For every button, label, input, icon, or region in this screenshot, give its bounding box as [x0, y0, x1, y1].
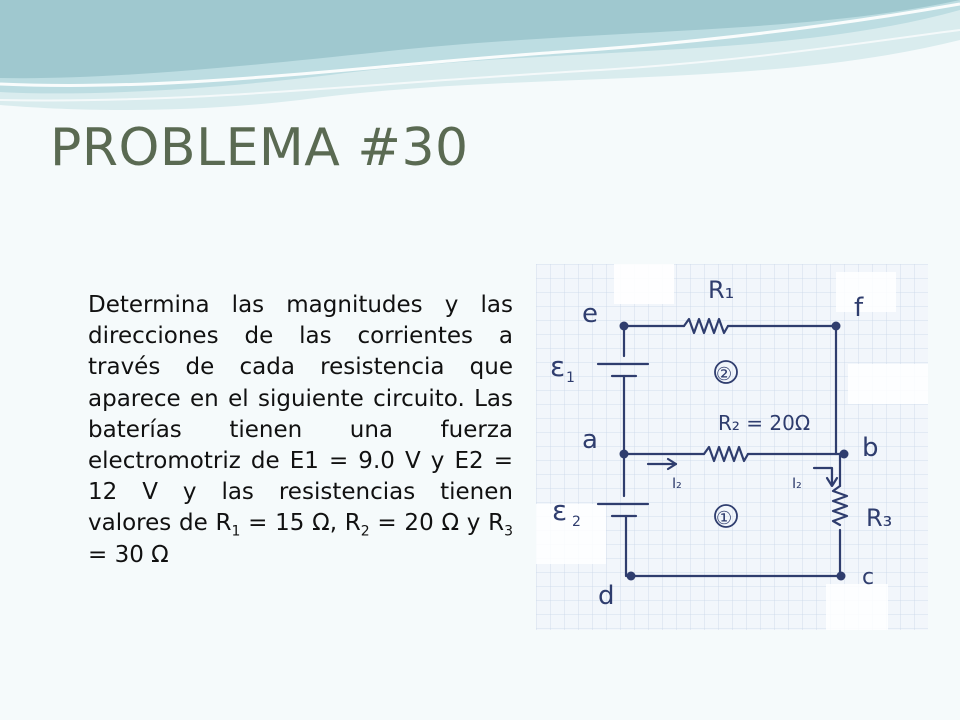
emf2-subscript: 2 [572, 514, 581, 530]
r3-value-text: = 30 Ω [88, 541, 169, 568]
r3-subscript: 3 [504, 524, 514, 541]
node-label-e: e [582, 299, 598, 329]
r3-label: R₃ [866, 504, 893, 532]
current-label-a: I₂ [672, 476, 682, 492]
r1-value-text: = 15 Ω, R [240, 510, 361, 537]
r1-subscript: 1 [231, 524, 241, 541]
emf2-symbol: ε [552, 494, 568, 527]
header-wave-decoration [0, 0, 960, 110]
node-label-d: d [598, 581, 615, 611]
node-label-f: f [854, 293, 864, 323]
r2-value-text: = 20 Ω y R [369, 510, 505, 537]
problem-statement [88, 290, 513, 571]
node-label-c: c [862, 565, 875, 590]
r2-label: R₂ = 20Ω [718, 411, 811, 435]
loop-label-1: ① [716, 508, 733, 529]
circuit-diagram-image [536, 264, 928, 630]
emf1-subscript: 1 [566, 370, 575, 386]
node-label-a: a [582, 425, 598, 455]
current-label-b: I₂ [792, 476, 802, 492]
r2-subscript: 2 [360, 524, 370, 541]
slide-title: PROBLEMA #30 [50, 118, 469, 178]
problem-text-intro: Determina las magnitudes y las direcciones de las corrientes a través de cada resistencia que aparece en el siguiente circuito. Las baterías tienen una fuerza electromotriz de E1 = 9.0 V y E2 = 12 V y las resistencias tienen valores de R [88, 292, 513, 537]
r1-label: R₁ [708, 276, 735, 304]
node-label-b: b [862, 433, 879, 463]
emf1-symbol: ε [550, 350, 566, 383]
loop-label-2: ② [716, 364, 733, 385]
